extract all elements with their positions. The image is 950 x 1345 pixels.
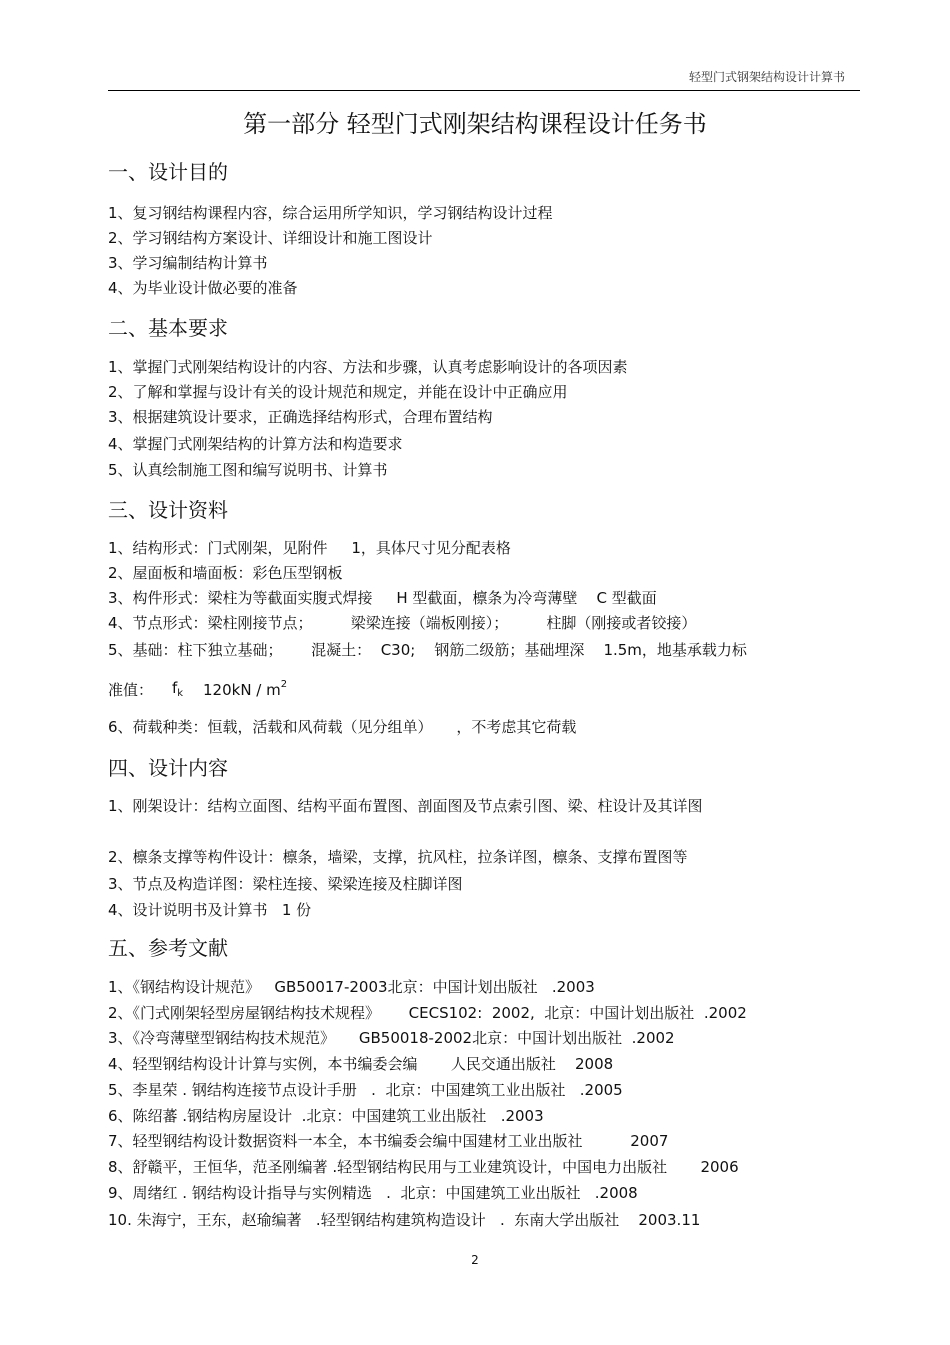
list-item: 5、基础：柱下独立基础； 混凝土： C30; 钢筋二级筋；基础埋深 1.5m，地基承载力标 [108, 641, 747, 659]
reference-item: 7、轻型钢结构设计数据资料一本全，本书编委会编中国建材工业出版社 2007 [108, 1132, 669, 1150]
list-item: 1、刚架设计：结构立面图、结构平面布置图、剖面图及节点索引图、梁、柱设计及其详图 [108, 797, 703, 815]
formula-symbol: f [172, 679, 178, 697]
list-item: 1、复习钢结构课程内容，综合运用所学知识，学习钢结构设计过程 [108, 204, 553, 222]
bearing-capacity-value [203, 679, 287, 699]
list-item: 2、檩条支撑等构件设计：檩条，墙梁，支撑，抗风柱，拉条详图，檩条、支撑布置图等 [108, 848, 688, 866]
list-item: 4、掌握门式刚架结构的计算方法和构造要求 [108, 435, 403, 453]
list-item: 4、设计说明书及计算书 1 份 [108, 901, 312, 919]
reference-item: 9、周绪红 . 钢结构设计指导与实例精选 . 北京：中国建筑工业出版社 .2008 [108, 1184, 638, 1202]
reference-item: 6、陈绍蕃 .钢结构房屋设计 .北京：中国建筑工业出版社 .2003 [108, 1107, 544, 1125]
list-item: 3、根据建筑设计要求，正确选择结构形式，合理布置结构 [108, 408, 493, 426]
formula-value: 120kN / m [203, 681, 281, 699]
section-heading-design-data: 三、设计资料 [108, 498, 228, 522]
page-title: 第一部分 轻型门式刚架结构课程设计任务书 [243, 110, 707, 138]
formula-superscript: 2 [280, 679, 288, 690]
list-item: 1、掌握门式刚架结构设计的内容、方法和步骤，认真考虑影响设计的各项因素 [108, 358, 628, 376]
reference-item: 10. 朱海宁，王东，赵瑜编著 .轻型钢结构建筑构造设计 . 东南大学出版社 2003.11 [108, 1211, 701, 1229]
running-header: 轻型门式钢架结构设计计算书 [688, 70, 845, 84]
reference-item: 2、《门式刚架轻型房屋钢结构技术规程》 CECS102: 2002, 北京：中国计划出版社 .2002 [108, 1004, 747, 1022]
list-item: 2、学习钢结构方案设计、详细设计和施工图设计 [108, 229, 433, 247]
reference-item: 3、《冷弯薄壁型钢结构技术规范》 GB50018-2002北京：中国计划出版社 .2002 [108, 1029, 675, 1047]
section-heading-design-content: 四、设计内容 [108, 756, 228, 780]
header-divider [108, 90, 860, 91]
reference-item: 1、《钢结构设计规范》 GB50017-2003北京：中国计划出版社 .2003 [108, 978, 595, 996]
section-heading-purpose: 一、设计目的 [108, 160, 228, 184]
section-heading-references: 五、参考文献 [108, 936, 228, 960]
list-item: 6、荷载种类：恒载，活载和风荷载（见分组单） ，不考虑其它荷载 [108, 718, 577, 736]
page-number: 2 [471, 1253, 479, 1267]
formula-label: 准值： [108, 681, 154, 699]
list-item: 5、认真绘制施工图和编写说明书、计算书 [108, 461, 388, 479]
list-item: 2、了解和掌握与设计有关的设计规范和规定，并能在设计中正确应用 [108, 383, 568, 401]
reference-item: 4、轻型钢结构设计计算与实例，本书编委会编 人民交通出版社 2008 [108, 1055, 614, 1073]
reference-item: 8、舒赣平，王恒华，范圣刚编著 .轻型钢结构民用与工业建筑设计，中国电力出版社 2006 [108, 1158, 739, 1176]
list-item: 2、屋面板和墙面板：彩色压型钢板 [108, 564, 343, 582]
bearing-capacity-formula [172, 679, 183, 699]
list-item: 3、节点及构造详图：梁柱连接、梁梁连接及柱脚详图 [108, 875, 463, 893]
reference-item: 5、李星荣 . 钢结构连接节点设计手册 . 北京：中国建筑工业出版社 .2005 [108, 1081, 623, 1099]
list-item: 3、学习编制结构计算书 [108, 254, 268, 272]
formula-subscript: k [177, 688, 184, 699]
section-heading-requirements: 二、基本要求 [108, 316, 228, 340]
list-item: 1、结构形式：门式刚架，见附件 1，具体尺寸见分配表格 [108, 539, 511, 557]
list-item: 4、为毕业设计做必要的准备 [108, 279, 298, 297]
list-item: 3、构件形式：梁柱为等截面实腹式焊接 H 型截面，檩条为冷弯薄壁 C 型截面 [108, 589, 657, 607]
list-item: 4、节点形式：梁柱刚接节点； 梁梁连接（端板刚接）； 柱脚（刚接或者铰接） [108, 614, 697, 632]
